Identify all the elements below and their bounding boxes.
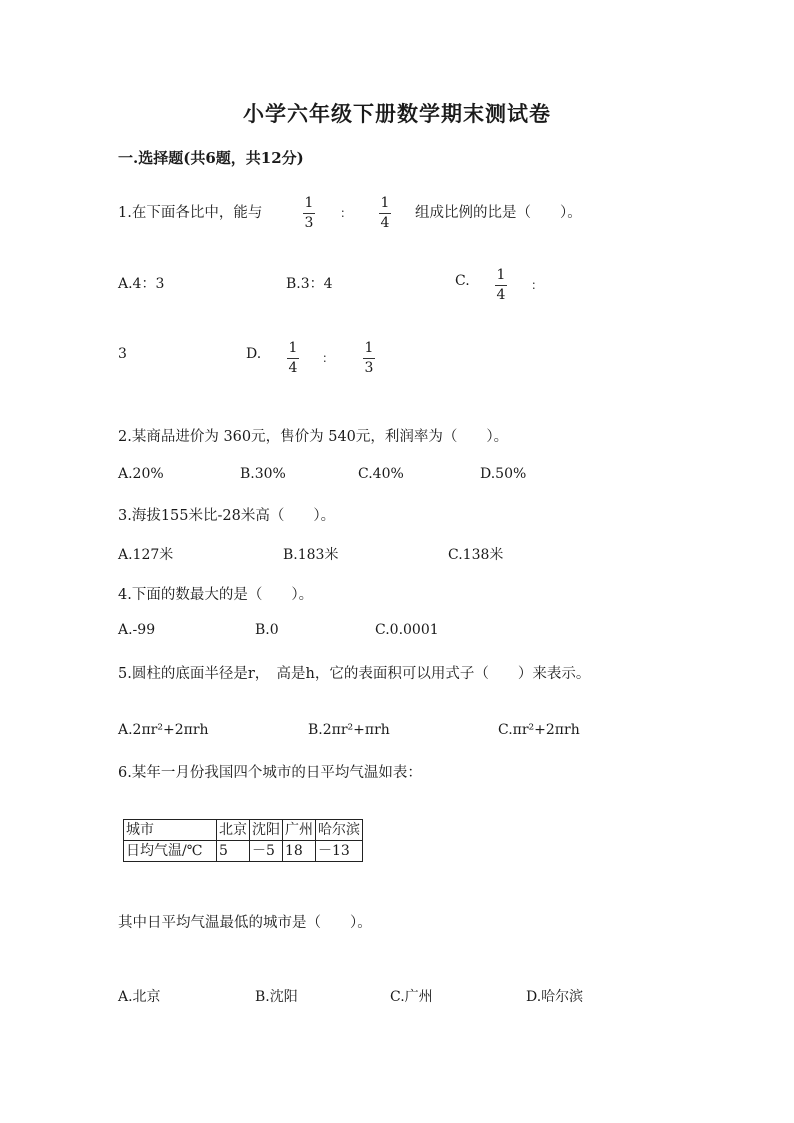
temperature-table (123, 819, 363, 862)
q3-option-c: C.138米 (448, 547, 504, 563)
q1-colon: ： (340, 206, 353, 220)
table-cell: 北京 (217, 820, 250, 841)
q1-optc-den: 4 (496, 287, 506, 303)
fraction-bar (379, 213, 391, 214)
q1-option-b: B.3：4 (286, 276, 333, 292)
table-cell: 18 (283, 841, 316, 862)
q4-option-b: B.0 (255, 622, 279, 638)
q5-option-a: A.2πr²+2πrh (118, 722, 209, 738)
fraction-bar (303, 213, 315, 214)
q1-fraction-a (303, 196, 315, 231)
q2-option-b: B.30% (240, 466, 286, 482)
q1-frac-a-num: 1 (304, 195, 314, 211)
q1-frac-a-den: 3 (304, 215, 314, 231)
q1-optd-num1: 1 (288, 340, 298, 356)
q1-option-d-fraction-2 (363, 341, 375, 376)
table-cell: 5 (217, 841, 250, 862)
q3-option-b: B.183米 (283, 547, 339, 563)
q2-option-c: C.40% (358, 466, 404, 482)
table-cell: 城市 (124, 820, 217, 841)
q1-fraction-b (379, 196, 391, 231)
q6-text: 6.某年一月份我国四个城市的日平均气温如表： (118, 765, 422, 781)
q1-prefix: 1.在下面各比中，能与 (118, 205, 263, 221)
section-heading: 一.选择题(共6题，共12分) (118, 149, 304, 167)
q2-option-d: D.50% (480, 466, 527, 482)
q1-optd-num2: 1 (364, 340, 374, 356)
table-cell: 沈阳 (250, 820, 283, 841)
q5-option-c: C.πr²+2πrh (498, 722, 580, 738)
q1-suffix: 组成比例的比是（ ）。 (415, 205, 582, 221)
q1-option-a: A.4：3 (118, 276, 165, 292)
table-cell: 哈尔滨 (316, 820, 363, 841)
q3-option-a: A.127米 (118, 547, 174, 563)
fraction-bar (363, 358, 375, 359)
table-cell: 广州 (283, 820, 316, 841)
q4-option-c: C.0.0001 (375, 622, 439, 638)
q1-frac-b-den: 4 (380, 215, 390, 231)
page-title: 小学六年级下册数学期末测试卷 (243, 101, 551, 126)
q4-option-a: A.-99 (118, 622, 156, 638)
q1-option-c-fraction (495, 268, 507, 303)
q1-option-c-tail: 3 (118, 346, 127, 362)
q1-option-d-fraction-1 (287, 341, 299, 376)
q6-option-b: B.沈阳 (255, 989, 298, 1005)
table-row (124, 841, 363, 862)
fraction-bar (287, 358, 299, 359)
q6-option-c: C.广州 (390, 989, 433, 1005)
fraction-bar (495, 285, 507, 286)
q1-frac-b-num: 1 (380, 195, 390, 211)
table-cell: －5 (250, 841, 283, 862)
q6-question: 其中日平均气温最低的城市是（ ）。 (118, 915, 372, 931)
q1-option-d: D. (246, 346, 262, 362)
q1-optd-den1: 4 (288, 360, 298, 376)
q4-text: 4.下面的数最大的是（ ）。 (118, 587, 314, 603)
q1-optc-num: 1 (496, 267, 506, 283)
q2-option-a: A.20% (118, 466, 164, 482)
q1-option-d-colon: ： (322, 351, 335, 365)
q3-text: 3.海拔155米比-28米高（ ）。 (118, 508, 336, 524)
q1-option-c: C. (455, 273, 470, 289)
table-cell: －13 (316, 841, 363, 862)
q6-option-a: A.北京 (118, 989, 161, 1005)
q5-option-b: B.2πr²+πrh (308, 722, 390, 738)
q5-text: 5.圆柱的底面半径是r， 高是h，它的表面积可以用式子（ ）来表示。 (118, 666, 591, 682)
q2-text: 2.某商品进价为 360元，售价为 540元，利润率为（ ）。 (118, 429, 509, 445)
table-cell: 日均气温/℃ (124, 841, 217, 862)
q1-optd-den2: 3 (364, 360, 374, 376)
table-header-row (124, 820, 363, 841)
q6-option-d: D.哈尔滨 (526, 989, 584, 1005)
q1-option-c-colon: ： (531, 278, 544, 292)
